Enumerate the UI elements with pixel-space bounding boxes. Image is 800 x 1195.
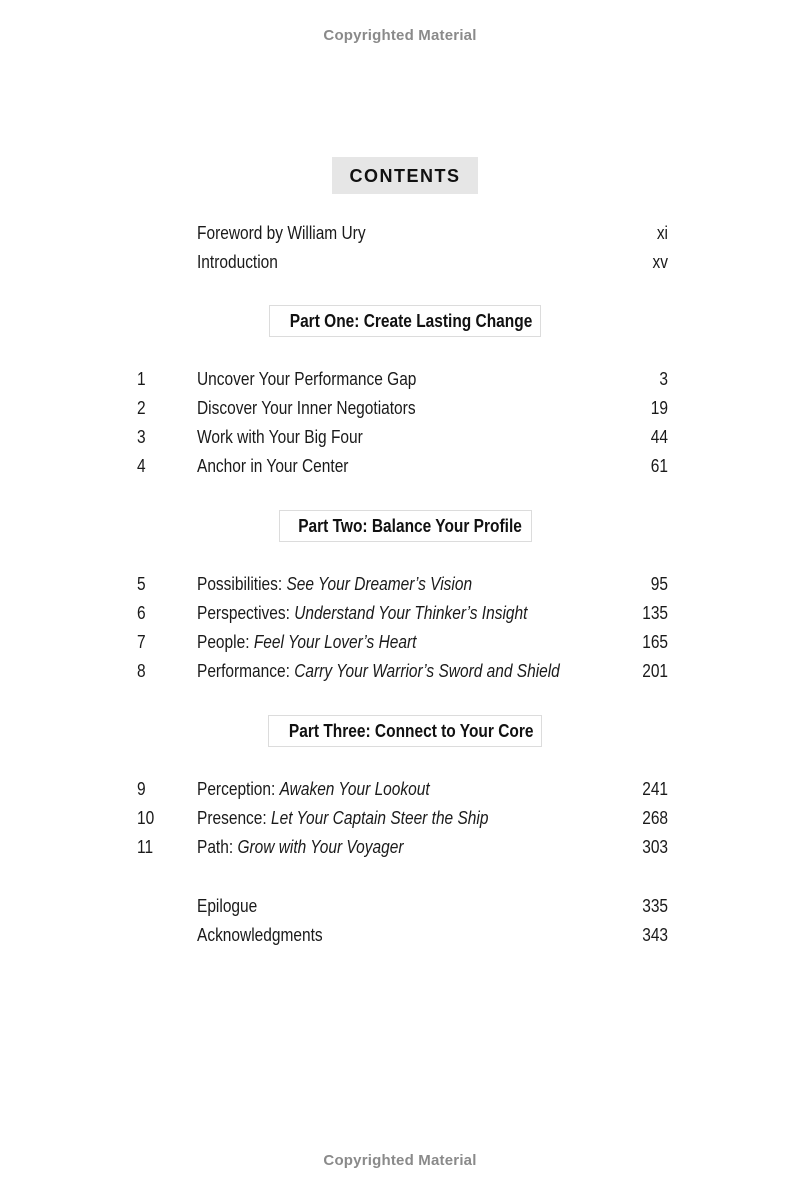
chapter-subtitle: Awaken Your Lookout <box>279 779 430 799</box>
chapter-title: Anchor in Your Center <box>197 456 349 476</box>
chapter-page: 165 <box>642 632 668 652</box>
chapter-number: 7 <box>137 632 146 652</box>
toc-chapter-4[interactable] <box>0 453 800 479</box>
contents-title: CONTENTS <box>332 157 478 194</box>
chapter-title: Performance: Carry Your Warrior’s Sword and Shield <box>197 661 560 681</box>
chapter-page: 95 <box>650 574 668 594</box>
chapter-number: 10 <box>137 808 155 828</box>
chapter-number: 8 <box>137 661 146 681</box>
chapter-title: People: Feel Your Lover’s Heart <box>197 632 417 652</box>
chapter-number: 5 <box>137 574 146 594</box>
chapter-page: 61 <box>650 456 668 476</box>
toc-chapter-10[interactable] <box>0 805 800 831</box>
chapter-page: 303 <box>642 837 668 857</box>
toc-entry-page: 335 <box>642 896 668 916</box>
part-heading-text: Part Two: Balance Your Profile <box>298 516 522 536</box>
toc-entry-title: Epilogue <box>197 896 258 916</box>
chapter-page: 19 <box>650 398 668 418</box>
toc-entry-title: Acknowledgments <box>197 925 323 945</box>
chapter-page: 44 <box>650 427 668 447</box>
chapter-title: Perception: Awaken Your Lookout <box>197 779 430 799</box>
copyright-notice-bottom: Copyrighted Material <box>323 1152 477 1169</box>
part-heading-text: Part One: Create Lasting Change <box>289 311 533 331</box>
chapter-number: 1 <box>137 369 146 389</box>
toc-entry-foreword[interactable] <box>0 220 800 246</box>
chapter-title: Discover Your Inner Negotiators <box>197 398 416 418</box>
chapter-title: Uncover Your Performance Gap <box>197 369 417 389</box>
toc-chapter-7[interactable] <box>0 629 800 655</box>
toc-chapter-3[interactable] <box>0 424 800 450</box>
part-one-heading[interactable] <box>269 305 541 337</box>
chapter-title: Perspectives: Understand Your Thinker’s Insight <box>197 603 528 623</box>
chapter-title: Possibilities: See Your Dreamer’s Vision <box>197 574 473 594</box>
chapter-number: 4 <box>137 456 146 476</box>
toc-entry-acknowledgments[interactable] <box>0 922 800 948</box>
chapter-subtitle: Understand Your Thinker’s Insight <box>294 603 528 623</box>
toc-chapter-2[interactable] <box>0 395 800 421</box>
toc-chapter-8[interactable] <box>0 658 800 684</box>
chapter-page: 201 <box>642 661 668 681</box>
toc-chapter-5[interactable] <box>0 571 800 597</box>
chapter-page: 268 <box>642 808 668 828</box>
toc-entry-title: Introduction <box>197 252 278 272</box>
chapter-number: 2 <box>137 398 146 418</box>
chapter-subtitle: Feel Your Lover’s Heart <box>253 632 417 652</box>
chapter-page: 3 <box>659 369 668 389</box>
toc-entry-title: Foreword by William Ury <box>197 223 366 243</box>
chapter-title: Work with Your Big Four <box>197 427 363 447</box>
chapter-number: 9 <box>137 779 146 799</box>
copyright-notice-top: Copyrighted Material <box>323 27 477 44</box>
toc-entry-page: xv <box>652 252 668 272</box>
chapter-subtitle: Let Your Captain Steer the Ship <box>271 808 489 828</box>
chapter-subtitle: Grow with Your Voyager <box>237 837 404 857</box>
toc-chapter-1[interactable] <box>0 366 800 392</box>
chapter-subtitle: See Your Dreamer’s Vision <box>286 574 473 594</box>
toc-chapter-9[interactable] <box>0 776 800 802</box>
toc-entry-introduction[interactable] <box>0 249 800 275</box>
chapter-page: 135 <box>642 603 668 623</box>
chapter-title: Path: Grow with Your Voyager <box>197 837 404 857</box>
chapter-page: 241 <box>642 779 668 799</box>
toc-entry-page: 343 <box>642 925 668 945</box>
chapter-subtitle: Carry Your Warrior’s Sword and Shield <box>294 661 560 681</box>
part-two-heading[interactable] <box>279 510 532 542</box>
chapter-number: 11 <box>137 837 154 857</box>
toc-chapter-6[interactable] <box>0 600 800 626</box>
chapter-number: 6 <box>137 603 146 623</box>
toc-entry-epilogue[interactable] <box>0 893 800 919</box>
toc-entry-page: xi <box>656 223 668 243</box>
chapter-number: 3 <box>137 427 146 447</box>
chapter-title: Presence: Let Your Captain Steer the Ship <box>197 808 489 828</box>
part-heading-text: Part Three: Connect to Your Core <box>288 721 534 741</box>
part-three-heading[interactable] <box>268 715 542 747</box>
toc-chapter-11[interactable] <box>0 834 800 860</box>
